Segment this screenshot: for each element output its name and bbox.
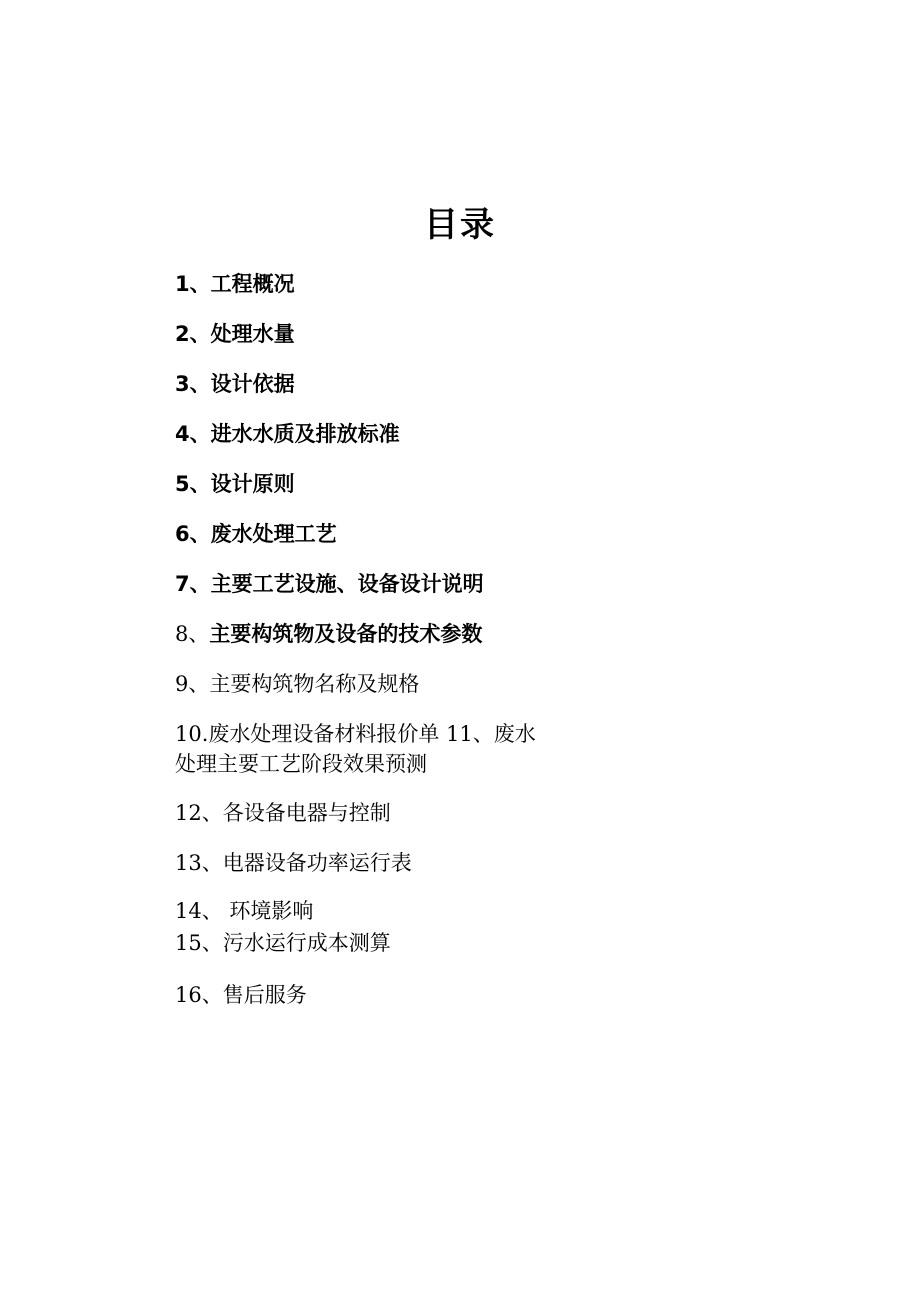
toc-item-13: 13、电器设备功率运行表 [175, 851, 412, 875]
toc-item-1: 1、工程概况 [175, 272, 295, 296]
toc-item-9: 9、主要构筑物名称及规格 [175, 672, 420, 696]
toc-item-8 [175, 618, 555, 650]
toc-item-14: 14、 环境影响 [175, 899, 314, 923]
toc-item-5: 5、设计原则 [175, 472, 295, 496]
toc-item-6: 6、废水处理工艺 [175, 522, 337, 546]
toc-item-4: 4、进水水质及排放标准 [175, 422, 400, 446]
toc-item-7: 7、主要工艺设施、设备设计说明 [175, 572, 484, 596]
toc-item-10-11: 10.废水处理设备材料报价单 11、废水处理主要工艺阶段效果预测 [175, 722, 536, 776]
toc-item-12: 12、各设备电器与控制 [175, 801, 391, 825]
toc-item-16: 16、售后服务 [175, 983, 307, 1007]
toc-item-8-label: 主要构筑物及设备的技术参数 [209, 622, 483, 646]
page-title: 目录 [424, 205, 496, 245]
toc-item-8-number: 8、 [175, 622, 210, 646]
toc-item-15: 15、污水运行成本测算 [175, 931, 391, 955]
toc-item-2: 2、处理水量 [175, 322, 295, 346]
toc-item-3: 3、设计依据 [175, 372, 295, 396]
